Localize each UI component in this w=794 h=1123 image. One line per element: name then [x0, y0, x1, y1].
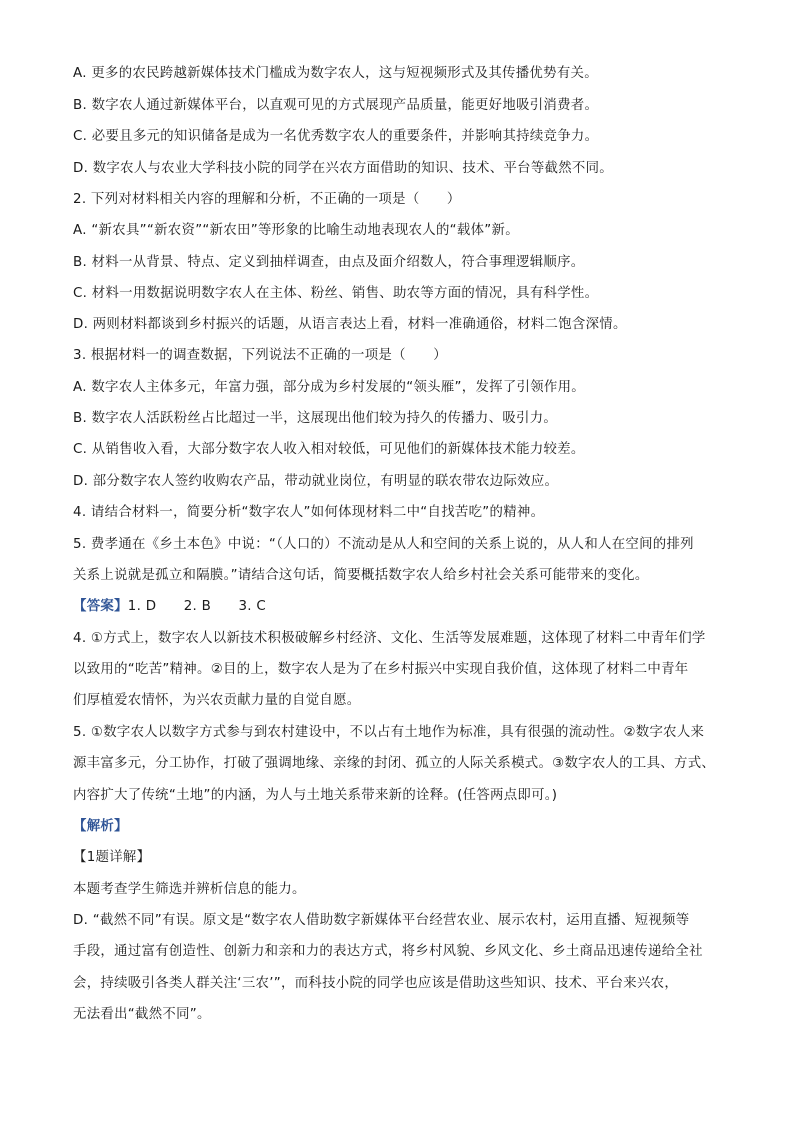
a4-line3: 们厚植爱农情怀，为兴农贡献力量的自觉自愿。 [73, 693, 361, 708]
q1-detail-line4: 无法看出“截然不同”。 [73, 1007, 211, 1022]
q3-option-d: D. 部分数字农人签约收购农产品，带动就业岗位，有明显的联农带农边际效应。 [73, 474, 559, 489]
q3-option-a: A. 数字农人主体多元，年富力强，部分成为乡村发展的“领头雁”，发挥了引领作用。 [73, 380, 585, 395]
q2-stem: 2. 下列对材料相关内容的理解和分析，不正确的一项是（ ） [73, 192, 461, 207]
answer-label: 【答案】 [73, 599, 128, 614]
q1-detail-label: 【1题详解】 [73, 850, 151, 865]
q1-detail-line2: 手段，通过富有创造性、创新力和亲和力的表达方式，将乡村风貌、乡风文化、乡土商品迅速传递给全社 [73, 944, 703, 959]
a5-line1: 5. ①数字农人以数字方式参与到农村建设中，不以占有土地作为标准，具有很强的流动性。②数字农人来 [73, 725, 705, 740]
q1-option-a: A. 更多的农民跨越新媒体技术门槛成为数字农人，这与短视频形式及其传播优势有关。 [73, 66, 598, 81]
q3-option-b: B. 数字农人活跃粉丝占比超过一半，这展现出他们较为持久的传播力、吸引力。 [73, 411, 558, 426]
answer-row [73, 597, 763, 617]
q1-detail-line3: 会，持续吸引各类人群关注‘三农’”，而科技小院的同学也应该是借助这些知识、技术、平台来兴农， [73, 976, 679, 991]
q1-option-b: B. 数字农人通过新媒体平台，以直观可见的方式展现产品质量，能更好地吸引消费者。 [73, 98, 599, 113]
q2-option-c: C. 材料一用数据说明数字农人在主体、粉丝、销售、助农等方面的情况，具有科学性。 [73, 286, 599, 301]
q1-detail-line1: D. “截然不同”有误。原文是“数字农人借助数字新媒体平台经营农业、展示农村，运用直播、短视频等 [73, 913, 690, 928]
q1-option-c: C. 必要且多元的知识储备是成为一名优秀数字农人的重要条件，并影响其持续竞争力。 [73, 129, 599, 144]
answer-text: 1. D 2. B 3. C [127, 599, 267, 614]
q2-option-a: A. “新农具”“新农资”“新农田”等形象的比喻生动地表现农人的“载体”新。 [73, 223, 519, 238]
q5-stem-line2: 关系上说就是孤立和隔膜。”请结合这句话，简要概括数字农人给乡村社会关系可能带来的变化。 [73, 568, 649, 583]
analysis-label: 【解析】 [73, 819, 128, 834]
q1-option-d: D. 数字农人与农业大学科技小院的同学在兴农方面借助的知识、技术、平台等截然不同。 [73, 161, 613, 176]
a4-line2: 以致用的“吃苦”精神。②目的上，数字农人是为了在乡村振兴中实现自我价值，这体现了材料二中青年 [73, 662, 689, 677]
a5-line2: 源丰富多元，分工协作，打破了强调地缘、亲缘的封闭、孤立的人际关系模式。③数字农人的工具、方式、 [73, 756, 716, 771]
a5-line3: 内容扩大了传统“土地”的内涵，为人与土地关系带来新的诠释。(任答两点即可。) [73, 788, 558, 803]
q5-stem-line1: 5. 费孝通在《乡土本色》中说：“（人口的）不流动是从人和空间的关系上说的，从人和人在空间的排列 [73, 537, 694, 552]
q3-option-c: C. 从销售收入看，大部分数字农人收入相对较低，可见他们的新媒体技术能力较差。 [73, 442, 585, 457]
q4-stem: 4. 请结合材料一，简要分析“数字农人”如何体现材料二中“自找苦吃”的精神。 [73, 505, 545, 520]
q1-detail-intro: 本题考查学生筛选并辨析信息的能力。 [73, 882, 306, 897]
q3-stem: 3. 根据材料一的调查数据，下列说法不正确的一项是（ ） [73, 348, 447, 363]
q2-option-d: D. 两则材料都谈到乡村振兴的话题，从语言表达上看，材料一准确通俗，材料二饱含深情。 [73, 317, 627, 332]
q2-option-b: B. 材料一从背景、特点、定义到抽样调查，由点及面介绍数人，符合事理逻辑顺序。 [73, 255, 585, 270]
a4-line1: 4. ①方式上，数字农人以新技术积极破解乡村经济、文化、生活等发展难题，这体现了材料二中青年们学 [73, 631, 706, 646]
